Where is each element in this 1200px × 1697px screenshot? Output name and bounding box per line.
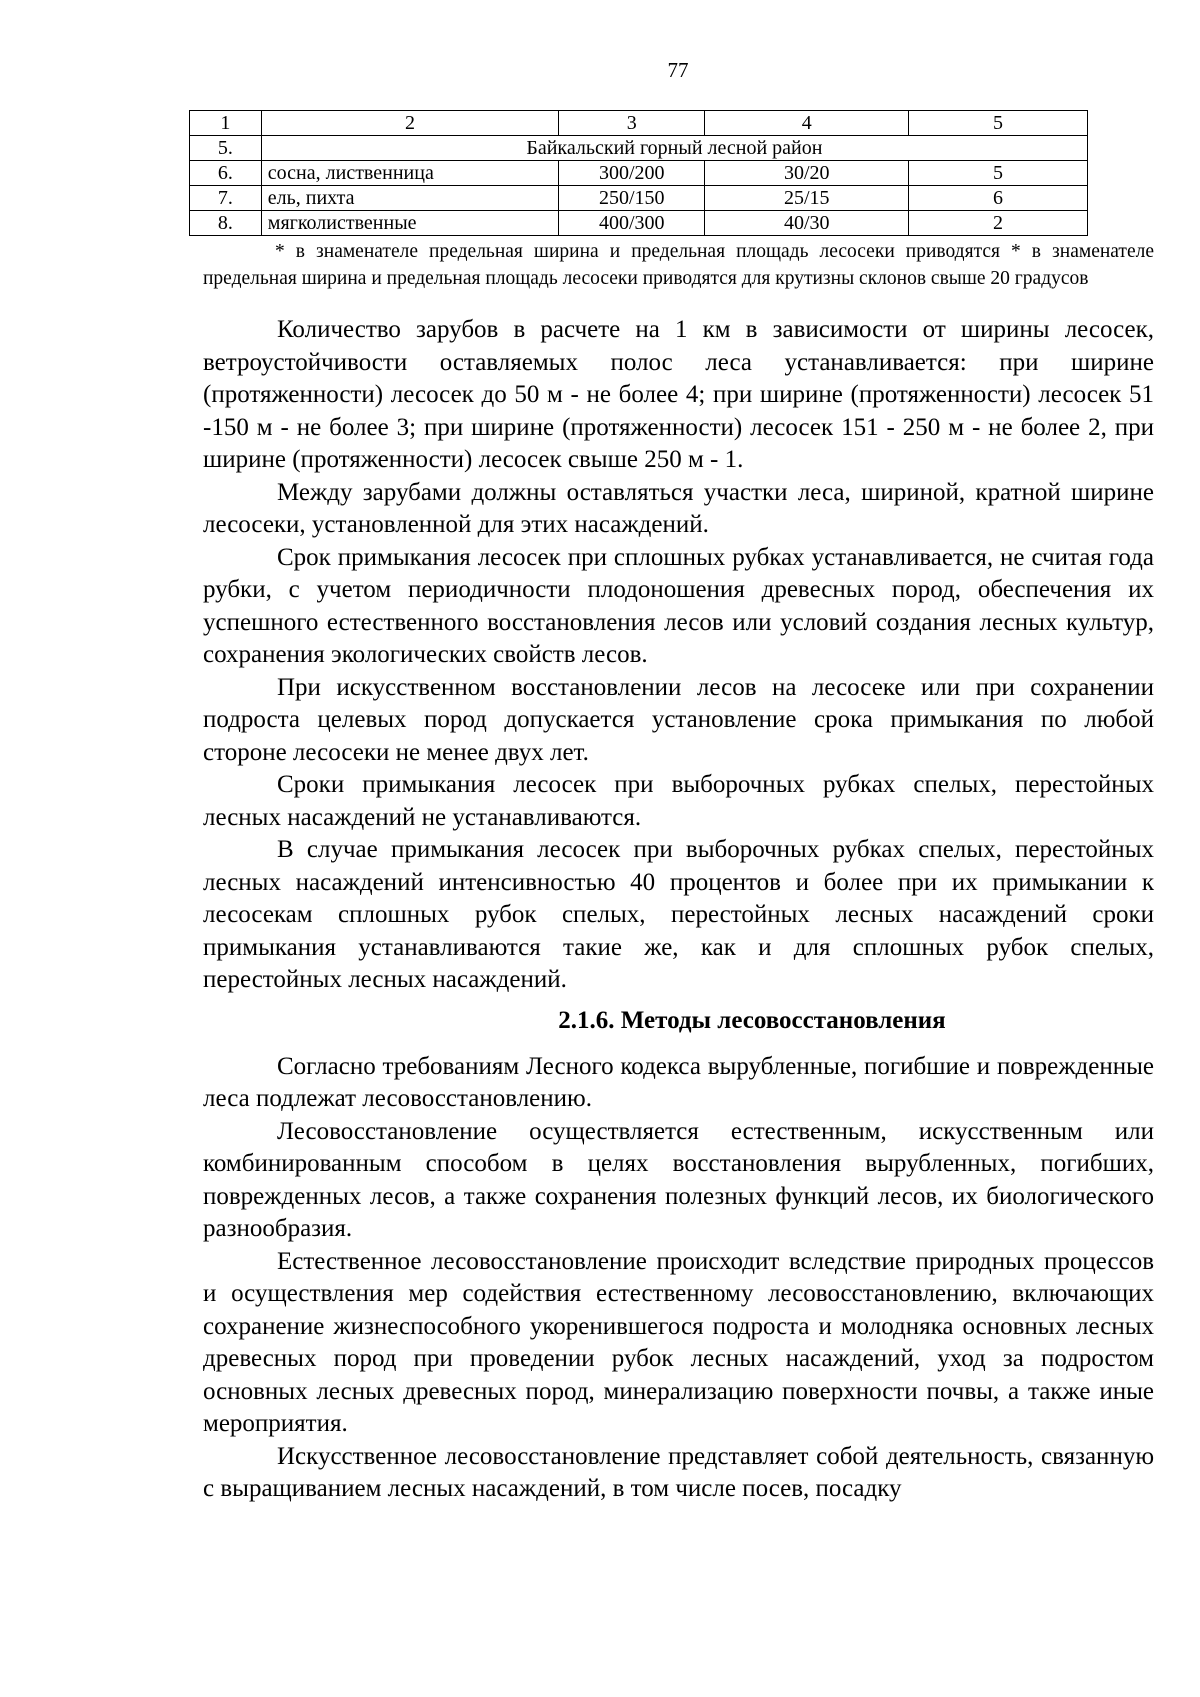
table-header-cell: 5	[909, 111, 1088, 136]
paragraph: Лесовосстановление осуществляется естественным, искусственным или комбинированным способом в целях восстановления вырубленных, погибших, поврежденных лесов, а также сохранения полезных функций лесов, их биологического разнообразия.	[203, 1117, 1154, 1242]
table-cell: 25/15	[705, 186, 909, 211]
table-cell: 300/200	[559, 161, 705, 186]
body-text-after	[203, 1051, 1154, 1506]
table-cell: 30/20	[705, 161, 909, 186]
paragraph: В случае примыкания лесосек при выборочных рубках спелых, перестойных лесных насаждений интенсивностью 40 процентов и более при их примыкании к лесосекам сплошных рубок спелых, перестойных лесных насаждений сроки примыкания устанавливаются такие же, как и для сплошных рубок спелых, перестойных лесных насаждений.	[203, 836, 1154, 993]
section-heading: 2.1.6. Методы лесовосстановления	[558, 1006, 946, 1034]
table-header-cell: 1	[190, 111, 262, 136]
table-cell: 40/30	[705, 211, 909, 236]
row-number: 7.	[190, 186, 262, 211]
paragraph: Сроки примыкания лесосек при выборочных рубках спелых, перестойных лесных насаждений не устанавливаются.	[203, 771, 1154, 831]
table-cell: 5	[909, 161, 1088, 186]
table-row	[190, 186, 1088, 211]
table-row	[190, 211, 1088, 236]
row-number: 8.	[190, 211, 262, 236]
table-cell: 6	[909, 186, 1088, 211]
species-cell: ель, пихта	[261, 186, 558, 211]
table-cell: 250/150	[559, 186, 705, 211]
table-cell: 400/300	[559, 211, 705, 236]
species-cell: сосна, лиственница	[261, 161, 558, 186]
paragraph: Естественное лесовосстановление происходит вследствие природных процессов и осуществления мер содействия естественному лесовосстановлению, включающих сохранение жизнеспособного укоренившегося подроста и молодняка основных лесных древесных пород при проведении рубок лесных насаждений, уход за подростом основных лесных древесных пород, минерализацию поверхности почвы, а также иные мероприятия.	[203, 1247, 1154, 1437]
body-text-before	[203, 314, 1154, 997]
table-header-row	[190, 111, 1088, 136]
paragraph: Искусственное лесовосстановление представляет собой деятельность, связанную с выращиванием лесных насаждений, в том числе посев, посадку	[203, 1442, 1154, 1502]
table-header-cell: 3	[559, 111, 705, 136]
table-header-cell: 2	[261, 111, 558, 136]
row-number: 5.	[190, 136, 262, 161]
table-header-cell: 4	[705, 111, 909, 136]
cutting-area-table	[189, 110, 1088, 236]
region-label: Байкальский горный лесной район	[261, 136, 1087, 161]
page-content	[203, 110, 1154, 1506]
paragraph: Согласно требованиям Лесного кодекса вырубленные, погибшие и поврежденные леса подлежат лесовосстановлению.	[203, 1052, 1154, 1112]
paragraph: Срок примыкания лесосек при сплошных рубках устанавливается, не считая года рубки, с учетом периодичности плодоношения древесных пород, обеспечения их успешного естественного восстановления лесов или условий создания лесных культур, сохранения экологических свойств лесов.	[203, 543, 1154, 668]
row-number: 6.	[190, 161, 262, 186]
table-footnote: * в знаменателе предельная ширина и предельная площадь лесосеки приводятся * в знаменателе предельная ширина и предельная площадь лесосеки приводятся для крутизны склонов свыше 20 градусов	[203, 241, 1154, 289]
paragraph: При искусственном восстановлении лесов на лесосеке или при сохранении подроста целевых пород допускается установление срока примыкания по любой стороне лесосеки не менее двух лет.	[203, 673, 1154, 766]
table-row	[190, 161, 1088, 186]
table-cell: 2	[909, 211, 1088, 236]
page-number: 77	[667, 58, 689, 82]
paragraph: Количество зарубов в расчете на 1 км в зависимости от ширины лесосек, ветроустойчивости оставляемых полос леса устанавливается: при ширине (протяженности) лесосек до 50 м - не более 4; при ширине (протяженности) лесосек 51 -150 м - не более 3; при ширине (протяженности) лесосек 151 - 250 м - не более 2, при ширине (протяженности) лесосек свыше 250 м - 1.	[203, 316, 1154, 473]
table-region-row	[190, 136, 1088, 161]
paragraph: Между зарубами должны оставляться участки леса, шириной, кратной ширине лесосеки, установленной для этих насаждений.	[203, 478, 1154, 538]
species-cell: мягколиственные	[261, 211, 558, 236]
